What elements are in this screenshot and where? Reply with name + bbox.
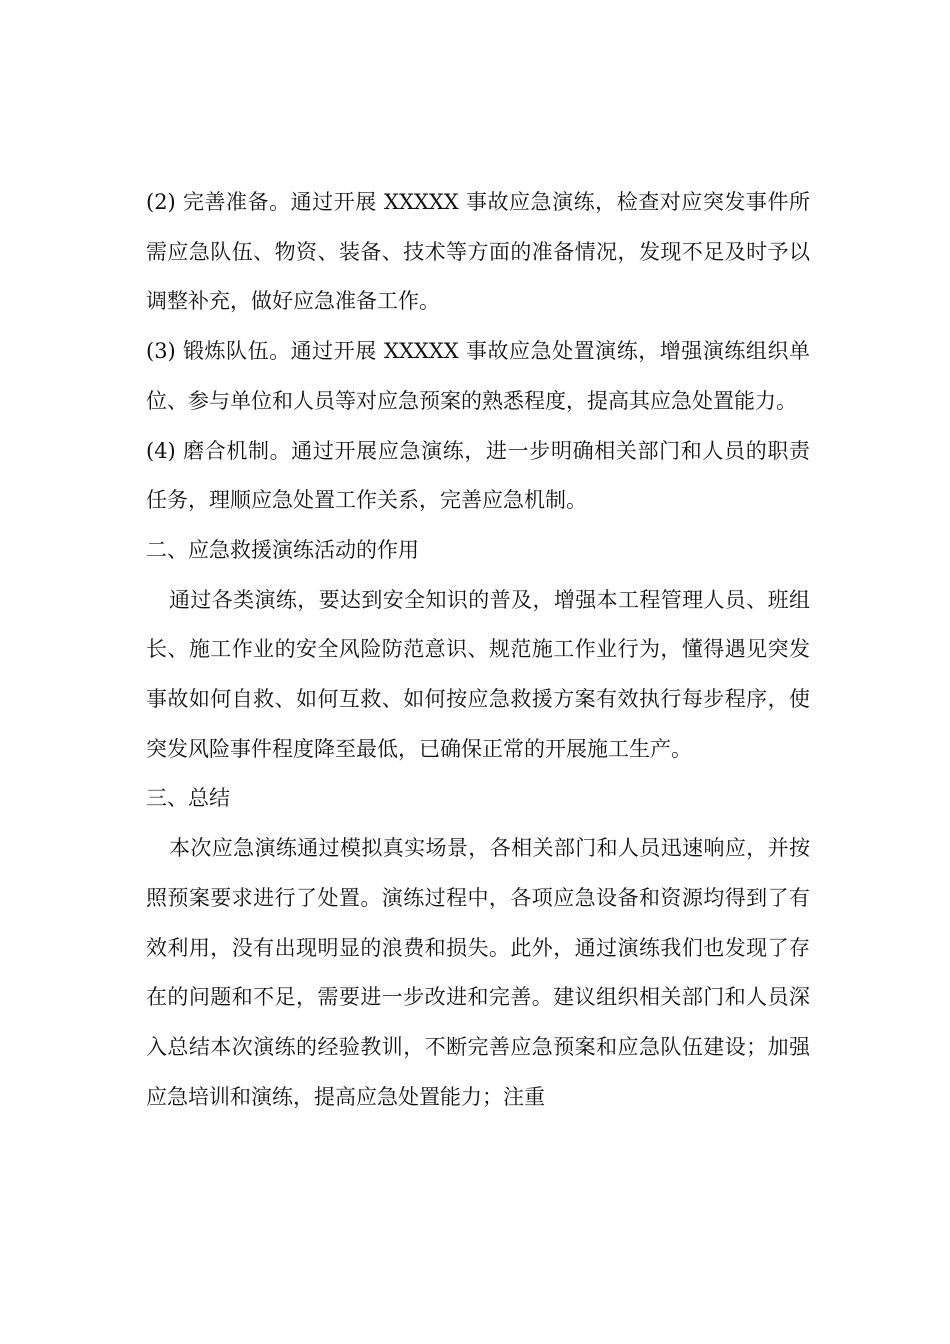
paragraph-role-body: 通过各类演练，要达到安全知识的普及，增强本工程管理人员、班组长、施工作业的安全风险防范意识、规范施工作业行为，懂得遇见突发事故如何自救、如何互救、如何按应急救援方案有效执行每步程序，使突发风险事件程度降至最低，已确保正常的开展施工生产。 — [146, 587, 810, 761]
paragraph-item-4: (4) 磨合机制。通过开展应急演练，进一步明确相关部门和人员的职责任务，理顺应急处置工作关系，完善应急机制。 — [146, 438, 810, 513]
paragraph-item-3: (3) 锻炼队伍。通过开展 XXXXX 事故应急处置演练，增强演练组织单位、参与单位和人员等对应急预案的熟悉程度，提高其应急处置能力。 — [146, 339, 810, 413]
section-heading-role: 二、应急救援演练活动的作用 — [146, 537, 419, 562]
paragraph-summary-body: 本次应急演练通过模拟真实场景，各相关部门和人员迅速响应，并按照预案要求进行了处置。演练过程中，各项应急设备和资源均得到了有效利用，没有出现明显的浪费和损失。此外，通过演练我们也发现了存在的问题和不足，需要进一步改进和完善。建议组织相关部门和人员深入总结本次演练的经验教训，不断完善应急预案和应急队伍建设；加强应急培训和演练，提高应急处置能力；注重 — [146, 836, 810, 1109]
section-heading-summary: 三、总结 — [146, 786, 230, 811]
paragraph-item-2: (2) 完善准备。通过开展 XXXXX 事故应急演练，检查对应突发事件所需应急队伍、物资、装备、技术等方面的准备情况，发现不足及时予以调整补充，做好应急准备工作。 — [146, 190, 810, 314]
document-body — [146, 178, 810, 1122]
